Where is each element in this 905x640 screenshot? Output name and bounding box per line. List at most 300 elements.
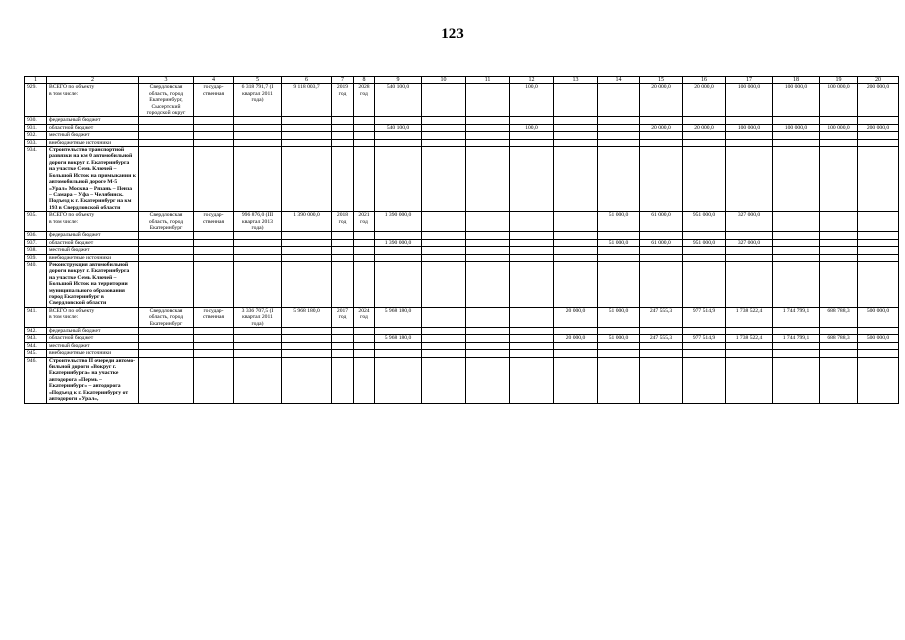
cell-c13 bbox=[554, 261, 598, 307]
cell-c13 bbox=[554, 357, 598, 403]
cell-c5 bbox=[234, 117, 282, 124]
cell-c10 bbox=[422, 342, 466, 349]
cell-c4 bbox=[194, 139, 234, 146]
cell-c12: 100,0 bbox=[510, 84, 554, 117]
cell-c15: 20 000,0 bbox=[640, 124, 683, 131]
row-number: 931. bbox=[25, 124, 47, 131]
cell-c5: 6 318 791,7 (I квартал 2011 года) bbox=[234, 84, 282, 117]
cell-c5 bbox=[234, 342, 282, 349]
cell-c18: 1 744 799,1 bbox=[773, 307, 820, 327]
header-row bbox=[25, 77, 899, 84]
cell-c7 bbox=[332, 239, 354, 246]
cell-c8: 2028 год bbox=[354, 84, 375, 117]
cell-c3 bbox=[139, 147, 194, 212]
cell-c10 bbox=[422, 132, 466, 139]
cell-c3 bbox=[139, 139, 194, 146]
cell-c12 bbox=[510, 350, 554, 357]
cell-c11 bbox=[466, 335, 510, 342]
cell-c6 bbox=[282, 132, 332, 139]
cell-c7 bbox=[332, 147, 354, 212]
cell-c11 bbox=[466, 239, 510, 246]
cell-c19 bbox=[820, 350, 858, 357]
cell-c13 bbox=[554, 132, 598, 139]
cell-c10 bbox=[422, 261, 466, 307]
cell-c15 bbox=[640, 342, 683, 349]
cell-c20 bbox=[858, 239, 899, 246]
cell-c18: 100 000,0 bbox=[773, 84, 820, 117]
cell-c10 bbox=[422, 212, 466, 232]
row-name bbox=[47, 239, 139, 246]
row-name bbox=[47, 232, 139, 239]
table-row bbox=[25, 212, 899, 232]
cell-c3 bbox=[139, 328, 194, 335]
cell-c14 bbox=[598, 132, 640, 139]
cell-c6 bbox=[282, 124, 332, 131]
financing-table bbox=[24, 76, 899, 404]
cell-c6: 9 118 003,7 bbox=[282, 84, 332, 117]
cell-c20 bbox=[858, 350, 899, 357]
cell-c9 bbox=[375, 147, 422, 212]
table-row bbox=[25, 84, 899, 117]
cell-c10 bbox=[422, 328, 466, 335]
cell-c6 bbox=[282, 254, 332, 261]
cell-c12 bbox=[510, 335, 554, 342]
cell-c15 bbox=[640, 117, 683, 124]
row-name-text: федеральный бюджет bbox=[49, 232, 101, 239]
cell-c17 bbox=[726, 117, 773, 124]
cell-c3: Свердловская область, город Екатеринбург bbox=[139, 307, 194, 327]
cell-c8: 2021 год bbox=[354, 212, 375, 232]
table-row bbox=[25, 132, 899, 139]
cell-c17 bbox=[726, 261, 773, 307]
cell-c19 bbox=[820, 357, 858, 403]
cell-c15 bbox=[640, 147, 683, 212]
cell-c3 bbox=[139, 335, 194, 342]
cell-c9 bbox=[375, 357, 422, 403]
cell-c19 bbox=[820, 139, 858, 146]
cell-c15: 61 000,0 bbox=[640, 212, 683, 232]
cell-c8 bbox=[354, 124, 375, 131]
cell-c3 bbox=[139, 239, 194, 246]
cell-c19 bbox=[820, 117, 858, 124]
row-name-text: ВСЕГО по объекту bbox=[49, 307, 95, 314]
cell-c3 bbox=[139, 124, 194, 131]
cell-c7 bbox=[332, 124, 354, 131]
cell-c16: 20 000,0 bbox=[683, 124, 726, 131]
cell-c14 bbox=[598, 261, 640, 307]
cell-c9: 540 100,0 bbox=[375, 84, 422, 117]
cell-c19 bbox=[820, 328, 858, 335]
cell-c5 bbox=[234, 132, 282, 139]
cell-c4 bbox=[194, 232, 234, 239]
cell-c16 bbox=[683, 147, 726, 212]
cell-c11 bbox=[466, 328, 510, 335]
cell-c20 bbox=[858, 212, 899, 232]
row-name bbox=[47, 147, 139, 212]
cell-c17 bbox=[726, 328, 773, 335]
table-row bbox=[25, 328, 899, 335]
cell-c8 bbox=[354, 139, 375, 146]
table-row bbox=[25, 232, 899, 239]
cell-c7 bbox=[332, 132, 354, 139]
cell-c20 bbox=[858, 328, 899, 335]
row-number: 937. bbox=[25, 239, 47, 246]
column-header: 18 bbox=[773, 77, 820, 84]
column-header: 14 bbox=[598, 77, 640, 84]
cell-c16 bbox=[683, 350, 726, 357]
cell-c13 bbox=[554, 117, 598, 124]
cell-c6 bbox=[282, 357, 332, 403]
cell-c9: 1 390 000,0 bbox=[375, 212, 422, 232]
cell-c17: 100 000,0 bbox=[726, 124, 773, 131]
cell-c15: 20 000,0 bbox=[640, 84, 683, 117]
cell-c19: 688 788,3 bbox=[820, 307, 858, 327]
column-header: 1 bbox=[25, 77, 47, 84]
column-header: 7 bbox=[332, 77, 354, 84]
cell-c13 bbox=[554, 239, 598, 246]
row-name-text: областной бюджет bbox=[49, 335, 94, 342]
cell-c5 bbox=[234, 335, 282, 342]
cell-c3 bbox=[139, 247, 194, 254]
cell-c10 bbox=[422, 117, 466, 124]
row-name bbox=[47, 307, 139, 327]
cell-c18 bbox=[773, 239, 820, 246]
cell-c16 bbox=[683, 261, 726, 307]
table-row bbox=[25, 117, 899, 124]
cell-c6 bbox=[282, 239, 332, 246]
row-number: 935. bbox=[25, 212, 47, 232]
cell-c15 bbox=[640, 350, 683, 357]
cell-c14 bbox=[598, 350, 640, 357]
cell-c10 bbox=[422, 335, 466, 342]
cell-c6 bbox=[282, 350, 332, 357]
cell-c17: 327 000,0 bbox=[726, 239, 773, 246]
cell-c3 bbox=[139, 254, 194, 261]
cell-c5 bbox=[234, 139, 282, 146]
cell-c14: 51 000,0 bbox=[598, 239, 640, 246]
table-row bbox=[25, 239, 899, 246]
cell-c20 bbox=[858, 247, 899, 254]
cell-c19 bbox=[820, 232, 858, 239]
cell-c20: 200 000,0 bbox=[858, 124, 899, 131]
cell-c4 bbox=[194, 342, 234, 349]
row-name-text: внебюджетные источники bbox=[49, 254, 112, 261]
cell-c16: 951 000,0 bbox=[683, 239, 726, 246]
cell-c8: 2024 год bbox=[354, 307, 375, 327]
cell-c9: 5 968 180,0 bbox=[375, 307, 422, 327]
row-name bbox=[47, 261, 139, 307]
cell-c9 bbox=[375, 328, 422, 335]
cell-c20 bbox=[858, 342, 899, 349]
row-number: 932. bbox=[25, 132, 47, 139]
cell-c18 bbox=[773, 247, 820, 254]
cell-c15: 247 555,3 bbox=[640, 307, 683, 327]
cell-c5: 3 336 707,5 (I квартал 2011 года) bbox=[234, 307, 282, 327]
row-number: 939. bbox=[25, 254, 47, 261]
cell-c17 bbox=[726, 342, 773, 349]
cell-c7: 2019 год bbox=[332, 84, 354, 117]
cell-c12 bbox=[510, 117, 554, 124]
column-header: 8 bbox=[354, 77, 375, 84]
cell-c15 bbox=[640, 247, 683, 254]
cell-c18 bbox=[773, 328, 820, 335]
cell-c17: 100 000,0 bbox=[726, 84, 773, 117]
cell-c20 bbox=[858, 261, 899, 307]
cell-c14 bbox=[598, 84, 640, 117]
cell-c16 bbox=[683, 342, 726, 349]
cell-c6 bbox=[282, 261, 332, 307]
cell-c13 bbox=[554, 232, 598, 239]
cell-c4 bbox=[194, 247, 234, 254]
cell-c9: 5 968 180,0 bbox=[375, 335, 422, 342]
cell-c16: 20 000,0 bbox=[683, 84, 726, 117]
cell-c19 bbox=[820, 212, 858, 232]
column-header: 12 bbox=[510, 77, 554, 84]
column-header: 15 bbox=[640, 77, 683, 84]
cell-c13 bbox=[554, 147, 598, 212]
row-name bbox=[47, 117, 139, 124]
row-name-text: федеральный бюджет bbox=[49, 328, 101, 335]
row-number: 941. bbox=[25, 307, 47, 327]
cell-c9 bbox=[375, 261, 422, 307]
cell-c16 bbox=[683, 247, 726, 254]
cell-c9 bbox=[375, 350, 422, 357]
row-number: 940. bbox=[25, 261, 47, 307]
cell-c5 bbox=[234, 357, 282, 403]
column-header: 19 bbox=[820, 77, 858, 84]
cell-c10 bbox=[422, 232, 466, 239]
cell-c10 bbox=[422, 350, 466, 357]
column-header: 2 bbox=[47, 77, 139, 84]
cell-c11 bbox=[466, 139, 510, 146]
cell-c13: 20 000,0 bbox=[554, 335, 598, 342]
cell-c13 bbox=[554, 247, 598, 254]
cell-c6 bbox=[282, 342, 332, 349]
cell-c12 bbox=[510, 307, 554, 327]
cell-c5 bbox=[234, 147, 282, 212]
row-name bbox=[47, 254, 139, 261]
cell-c13 bbox=[554, 350, 598, 357]
cell-c20 bbox=[858, 357, 899, 403]
cell-c3 bbox=[139, 342, 194, 349]
cell-c12 bbox=[510, 357, 554, 403]
cell-c13 bbox=[554, 84, 598, 117]
cell-c7 bbox=[332, 350, 354, 357]
cell-c6: 1 390 000,0 bbox=[282, 212, 332, 232]
cell-c6 bbox=[282, 147, 332, 212]
cell-c19: 100 000,0 bbox=[820, 84, 858, 117]
cell-c10 bbox=[422, 307, 466, 327]
cell-c18 bbox=[773, 261, 820, 307]
cell-c11 bbox=[466, 147, 510, 212]
cell-c17 bbox=[726, 132, 773, 139]
cell-c19 bbox=[820, 239, 858, 246]
cell-c20 bbox=[858, 232, 899, 239]
cell-c4 bbox=[194, 147, 234, 212]
row-number: 945. bbox=[25, 350, 47, 357]
cell-c14 bbox=[598, 139, 640, 146]
row-name bbox=[47, 132, 139, 139]
row-name bbox=[47, 342, 139, 349]
table-row bbox=[25, 335, 899, 342]
cell-c10 bbox=[422, 357, 466, 403]
cell-c12 bbox=[510, 132, 554, 139]
cell-c4 bbox=[194, 124, 234, 131]
row-name bbox=[47, 335, 139, 342]
cell-c10 bbox=[422, 84, 466, 117]
table-row bbox=[25, 261, 899, 307]
cell-c7 bbox=[332, 247, 354, 254]
cell-c4 bbox=[194, 254, 234, 261]
cell-c14 bbox=[598, 342, 640, 349]
cell-c6: 5 968 180,0 bbox=[282, 307, 332, 327]
cell-c7 bbox=[332, 342, 354, 349]
cell-c7 bbox=[332, 357, 354, 403]
cell-c5 bbox=[234, 232, 282, 239]
cell-c3 bbox=[139, 132, 194, 139]
cell-c14 bbox=[598, 247, 640, 254]
cell-c19 bbox=[820, 132, 858, 139]
cell-c17: 1 738 522,4 bbox=[726, 307, 773, 327]
row-number: 938. bbox=[25, 247, 47, 254]
cell-c13 bbox=[554, 342, 598, 349]
cell-c17 bbox=[726, 357, 773, 403]
cell-c6 bbox=[282, 232, 332, 239]
cell-c13 bbox=[554, 254, 598, 261]
cell-c11 bbox=[466, 350, 510, 357]
cell-c16 bbox=[683, 132, 726, 139]
row-name-text: внебюджетные источники bbox=[49, 139, 112, 146]
cell-c8 bbox=[354, 132, 375, 139]
cell-c18 bbox=[773, 132, 820, 139]
cell-c9 bbox=[375, 254, 422, 261]
cell-c17 bbox=[726, 139, 773, 146]
row-number: 936. bbox=[25, 232, 47, 239]
cell-c11 bbox=[466, 247, 510, 254]
table-row bbox=[25, 247, 899, 254]
cell-c12 bbox=[510, 239, 554, 246]
column-header: 5 bbox=[234, 77, 282, 84]
cell-c18 bbox=[773, 117, 820, 124]
cell-c18 bbox=[773, 232, 820, 239]
cell-c14 bbox=[598, 147, 640, 212]
column-header: 17 bbox=[726, 77, 773, 84]
table-row bbox=[25, 307, 899, 327]
cell-c14: 51 000,0 bbox=[598, 335, 640, 342]
cell-c8 bbox=[354, 232, 375, 239]
cell-c5 bbox=[234, 350, 282, 357]
cell-c5 bbox=[234, 254, 282, 261]
cell-c16: 977 514,9 bbox=[683, 307, 726, 327]
cell-c7 bbox=[332, 117, 354, 124]
row-name-text: областной бюджет bbox=[49, 239, 94, 246]
cell-c8 bbox=[354, 342, 375, 349]
row-number: 934. bbox=[25, 147, 47, 212]
cell-c10 bbox=[422, 147, 466, 212]
cell-c14 bbox=[598, 357, 640, 403]
cell-c19 bbox=[820, 247, 858, 254]
cell-c4 bbox=[194, 328, 234, 335]
cell-c5 bbox=[234, 247, 282, 254]
cell-c14: 51 000,0 bbox=[598, 212, 640, 232]
cell-c19 bbox=[820, 261, 858, 307]
cell-c9 bbox=[375, 117, 422, 124]
row-name-text: Строительство II очереди автомо-бильной дороги «Вокруг г. Екатеринбурга» на участке автодорога «Пермь – Екатеринбург» – автодорога «Подъезд к г. Екатеринбургу от автодороги «Урал», bbox=[49, 357, 136, 403]
cell-c8 bbox=[354, 328, 375, 335]
cell-c15 bbox=[640, 357, 683, 403]
cell-c16 bbox=[683, 117, 726, 124]
row-number: 942. bbox=[25, 328, 47, 335]
page-number: 123 bbox=[441, 26, 464, 42]
cell-c9 bbox=[375, 342, 422, 349]
column-header: 13 bbox=[554, 77, 598, 84]
cell-c9: 540 100,0 bbox=[375, 124, 422, 131]
cell-c14 bbox=[598, 254, 640, 261]
row-number: 930. bbox=[25, 117, 47, 124]
cell-c7: 2018 год bbox=[332, 212, 354, 232]
row-number: 944. bbox=[25, 342, 47, 349]
cell-c11 bbox=[466, 232, 510, 239]
row-name-text: Реконструкция автомобильной дороги вокруг г. Екатеринбурга на участке Семь Ключей – Большой Исток на территории муниципального образования город Екатеринбург в Свердловской области bbox=[49, 261, 130, 307]
cell-c5 bbox=[234, 239, 282, 246]
column-header: 9 bbox=[375, 77, 422, 84]
cell-c12 bbox=[510, 261, 554, 307]
cell-c18 bbox=[773, 254, 820, 261]
cell-c8 bbox=[354, 261, 375, 307]
cell-c4 bbox=[194, 239, 234, 246]
cell-c15 bbox=[640, 139, 683, 146]
row-name bbox=[47, 139, 139, 146]
cell-c18 bbox=[773, 342, 820, 349]
cell-c4 bbox=[194, 335, 234, 342]
cell-c4 bbox=[194, 350, 234, 357]
cell-c15: 61 000,0 bbox=[640, 239, 683, 246]
cell-c5 bbox=[234, 328, 282, 335]
cell-c7 bbox=[332, 254, 354, 261]
row-number: 943. bbox=[25, 335, 47, 342]
cell-c12 bbox=[510, 247, 554, 254]
row-name bbox=[47, 124, 139, 131]
column-header: 10 bbox=[422, 77, 466, 84]
cell-c11 bbox=[466, 307, 510, 327]
cell-c9 bbox=[375, 247, 422, 254]
cell-c20 bbox=[858, 117, 899, 124]
row-name-text: ВСЕГО по объекту bbox=[49, 212, 95, 219]
cell-c18 bbox=[773, 350, 820, 357]
cell-c13 bbox=[554, 328, 598, 335]
cell-c14 bbox=[598, 124, 640, 131]
cell-c3 bbox=[139, 357, 194, 403]
row-name bbox=[47, 247, 139, 254]
cell-c13 bbox=[554, 124, 598, 131]
cell-c13 bbox=[554, 139, 598, 146]
cell-c8 bbox=[354, 247, 375, 254]
cell-c12 bbox=[510, 342, 554, 349]
row-name-text: областной бюджет bbox=[49, 124, 94, 131]
cell-c17: 1 738 522,4 bbox=[726, 335, 773, 342]
cell-c13 bbox=[554, 212, 598, 232]
cell-c8 bbox=[354, 254, 375, 261]
cell-c15 bbox=[640, 328, 683, 335]
cell-c11 bbox=[466, 124, 510, 131]
cell-c6 bbox=[282, 117, 332, 124]
cell-c20: 500 000,0 bbox=[858, 307, 899, 327]
cell-c12 bbox=[510, 254, 554, 261]
cell-c11 bbox=[466, 117, 510, 124]
cell-c19 bbox=[820, 254, 858, 261]
row-name bbox=[47, 212, 139, 232]
cell-c10 bbox=[422, 139, 466, 146]
